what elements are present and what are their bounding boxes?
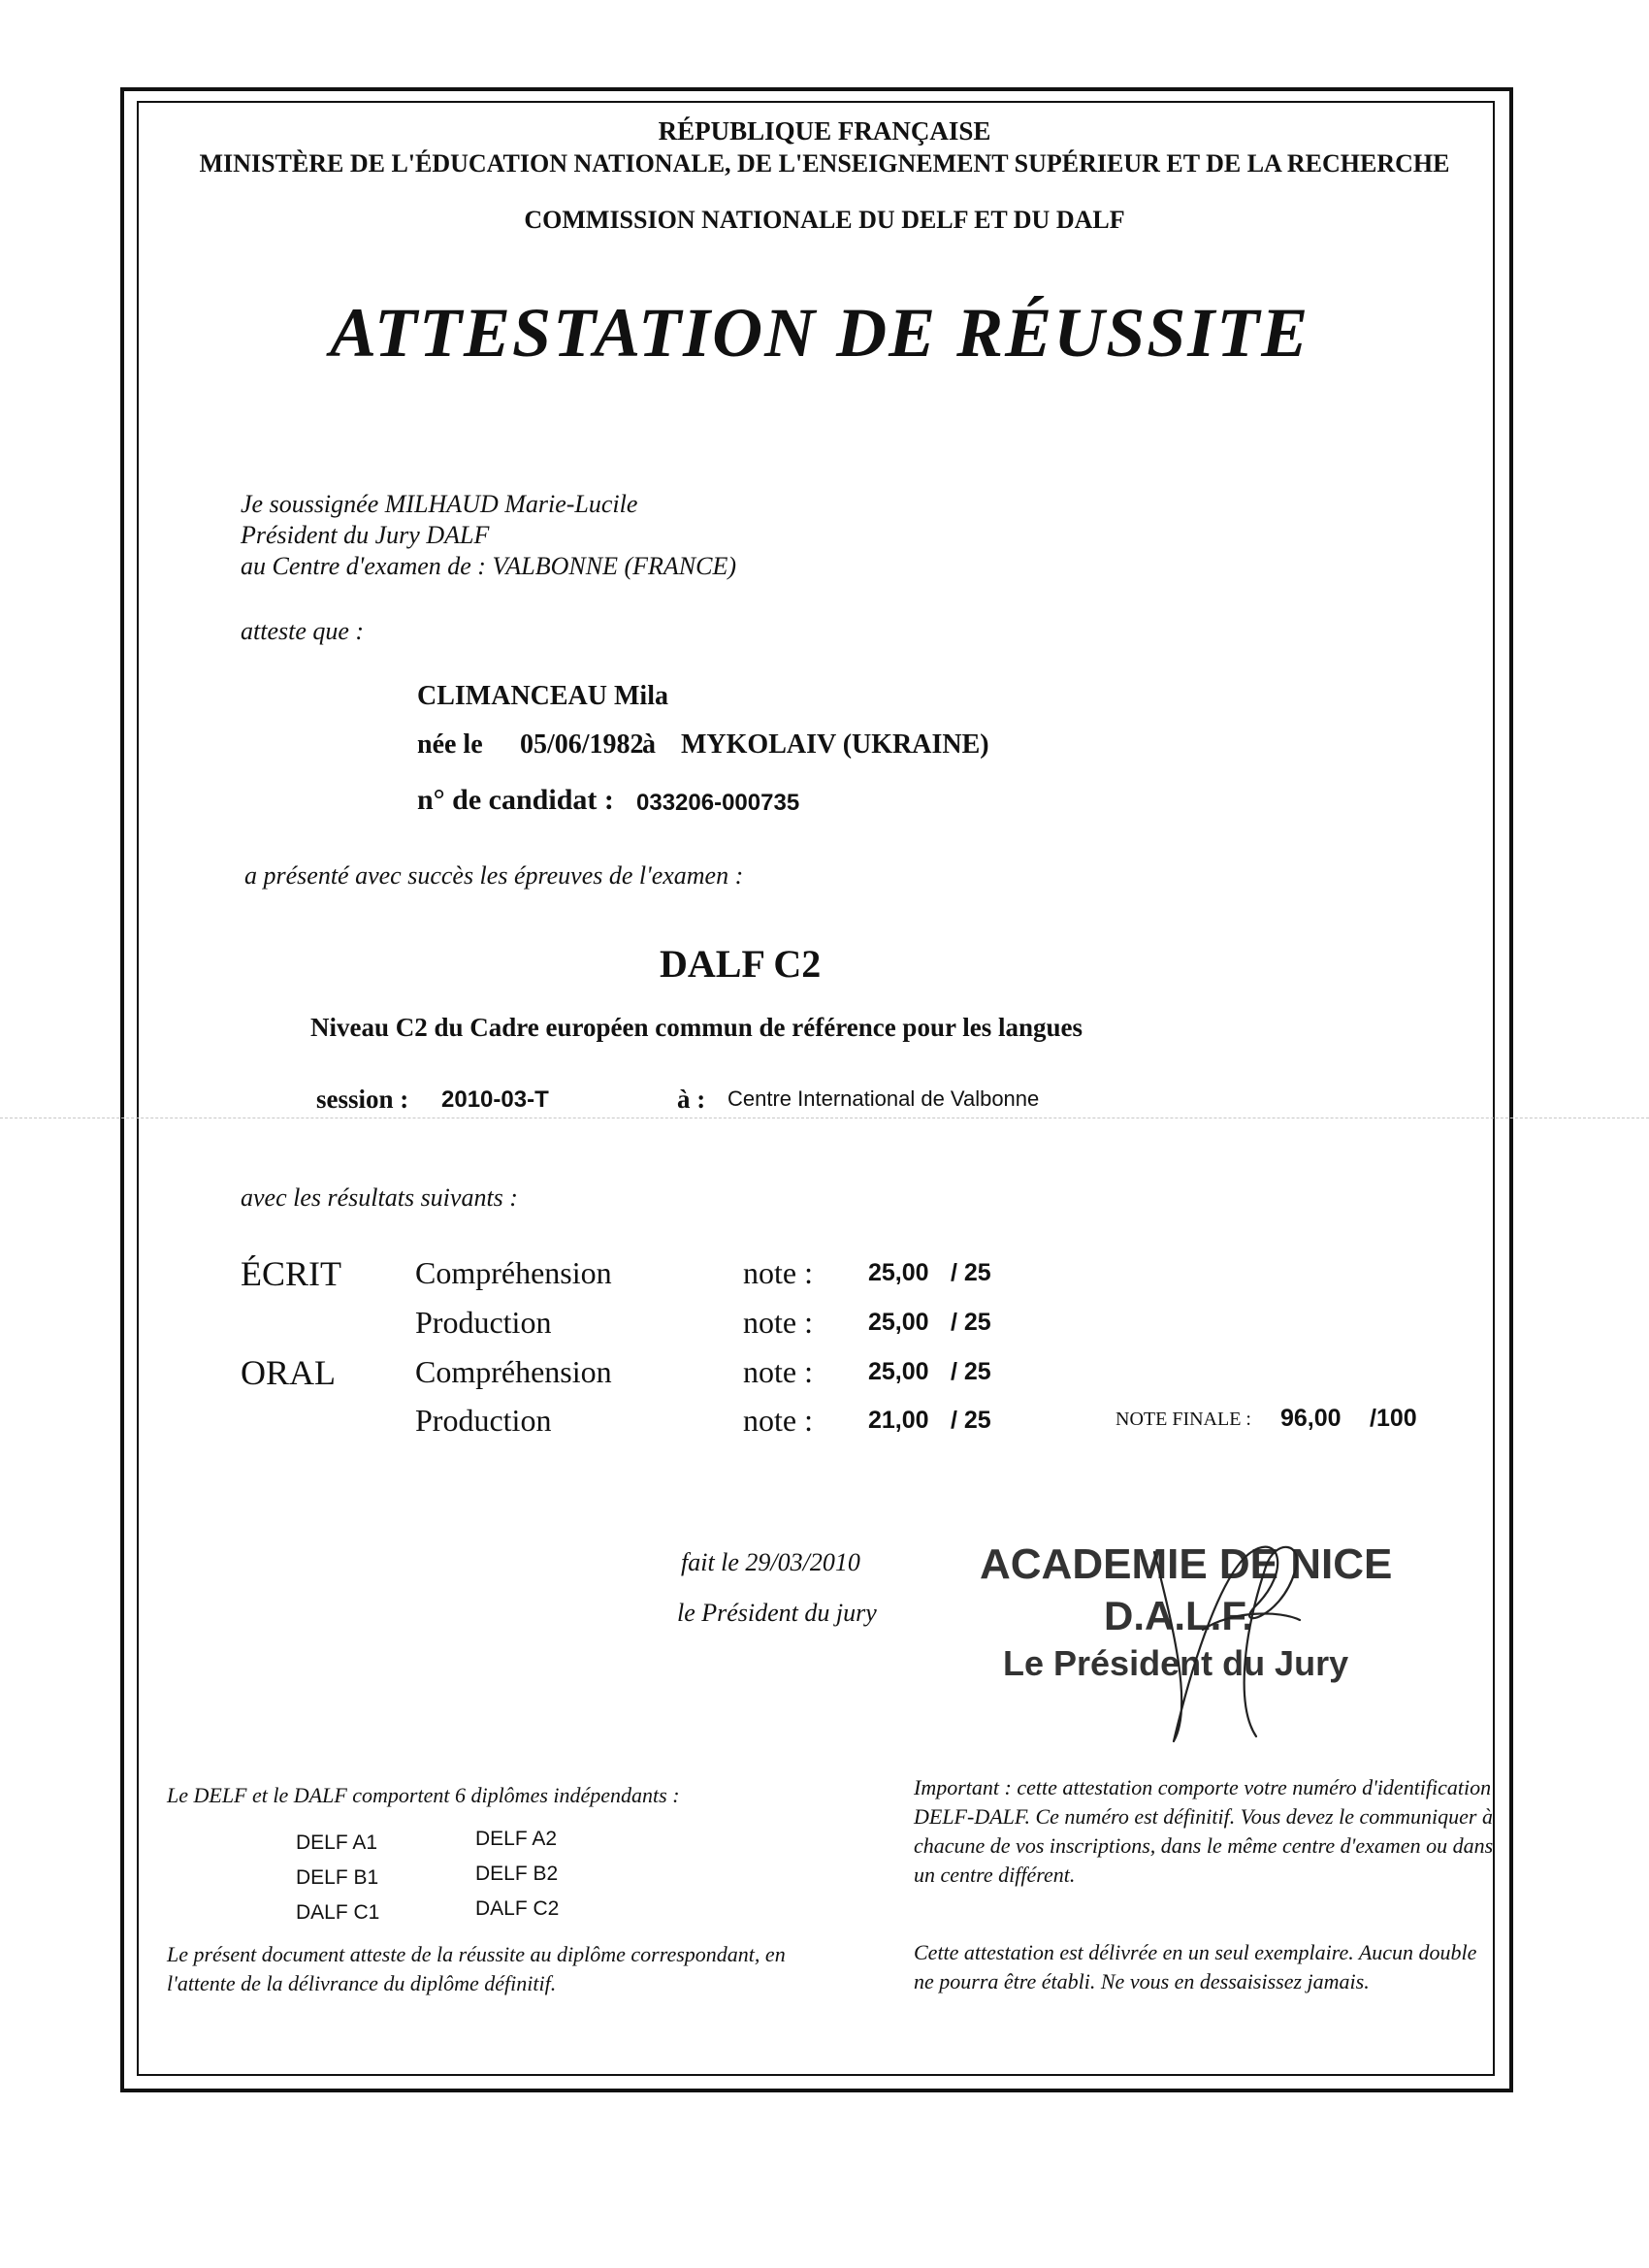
candidate-name: CLIMANCEAU Mila bbox=[417, 681, 668, 711]
document-title: ATTESTATION DE RÉUSSITE bbox=[330, 294, 1310, 372]
birth-at: à bbox=[642, 729, 656, 760]
result-skill: Production bbox=[415, 1403, 552, 1438]
single-copy-note: Cette attestation est délivrée en un seul exemplaire. Aucun double ne pourra être établi. Ne vous en dessaisissez jamais. bbox=[914, 1940, 1477, 1993]
signatory-center: au Centre d'examen de : VALBONNE (FRANCE) bbox=[241, 552, 736, 580]
candidate-number-label: n° de candidat : bbox=[417, 784, 614, 816]
stamp-dalf: D.A.L.F. bbox=[1104, 1593, 1253, 1638]
atteste-que: atteste que : bbox=[241, 617, 365, 645]
exam-center: Centre International de Valbonne bbox=[728, 1086, 1040, 1111]
diploma-item: DELF A1 bbox=[296, 1831, 378, 1854]
final-score: 96,00 bbox=[1280, 1405, 1342, 1432]
exam-name: DALF C2 bbox=[660, 942, 822, 986]
center-at-label: à : bbox=[677, 1085, 706, 1114]
result-skill: Compréhension bbox=[415, 1255, 612, 1290]
section-oral: ORAL bbox=[241, 1353, 336, 1392]
diploma-item: DALF C1 bbox=[296, 1901, 380, 1924]
result-score: 21,00 bbox=[868, 1407, 929, 1434]
signature-date: fait le 29/03/2010 bbox=[681, 1548, 860, 1576]
final-max: /100 bbox=[1370, 1405, 1417, 1432]
diploma-item: DELF A2 bbox=[475, 1828, 558, 1850]
birth-date: 05/06/1982 bbox=[520, 729, 644, 760]
result-note-label: note : bbox=[743, 1255, 813, 1290]
birth-label: née le bbox=[417, 729, 483, 760]
result-score: 25,00 bbox=[868, 1259, 929, 1286]
important-note: Important : cette attestation comporte votre numéro d'identification DELF-DALF. Ce numéro est définitif. Vous devez le communiquer à chacune de vos inscriptions, dans le même centre d'examen ou dans un centre différent. bbox=[914, 1775, 1494, 1887]
header-republic: RÉPUBLIQUE FRANÇAISE bbox=[658, 116, 991, 146]
diploma-item: DALF C2 bbox=[475, 1897, 560, 1920]
exam-level: Niveau C2 du Cadre européen commun de référence pour les langues bbox=[310, 1013, 1083, 1042]
signatory-role: Président du Jury DALF bbox=[241, 521, 490, 549]
diploma-item: DELF B2 bbox=[475, 1863, 559, 1885]
session-label: session : bbox=[316, 1085, 409, 1114]
result-score: 25,00 bbox=[868, 1309, 929, 1336]
result-skill: Compréhension bbox=[415, 1354, 612, 1389]
section-ecrit: ÉCRIT bbox=[241, 1254, 341, 1293]
stamp-president: Le Président du Jury bbox=[1003, 1643, 1349, 1683]
left-footer-note: Le présent document atteste de la réussite au diplôme correspondant, en l'attente de la délivrance du diplôme définitif. bbox=[167, 1942, 786, 1995]
result-skill: Production bbox=[415, 1305, 552, 1340]
result-note-label: note : bbox=[743, 1305, 813, 1340]
result-max: / 25 bbox=[951, 1259, 991, 1286]
diploma-item: DELF B1 bbox=[296, 1866, 379, 1889]
result-max: / 25 bbox=[951, 1358, 991, 1385]
result-score: 25,00 bbox=[868, 1358, 929, 1385]
result-note-label: note : bbox=[743, 1354, 813, 1389]
result-max: / 25 bbox=[951, 1309, 991, 1336]
result-max: / 25 bbox=[951, 1407, 991, 1434]
birth-place: MYKOLAIV (UKRAINE) bbox=[681, 729, 989, 760]
header-ministry: MINISTÈRE DE L'ÉDUCATION NATIONALE, DE L'ENSEIGNEMENT SUPÉRIEUR ET DE LA RECHERCHE bbox=[199, 149, 1450, 178]
result-note-label: note : bbox=[743, 1403, 813, 1438]
final-note-label: NOTE FINALE : bbox=[1116, 1409, 1251, 1430]
signatory-name: Je soussignée MILHAUD Marie-Lucile bbox=[241, 490, 638, 518]
session-value: 2010-03-T bbox=[441, 1086, 549, 1113]
candidate-number: 033206-000735 bbox=[636, 790, 800, 816]
presented-text: a présenté avec succès les épreuves de l'examen : bbox=[244, 861, 744, 890]
header-commission: COMMISSION NATIONALE DU DELF ET DU DALF bbox=[524, 206, 1125, 234]
stamp-academie: ACADEMIE DE NICE bbox=[980, 1540, 1393, 1588]
signature-role: le Président du jury bbox=[677, 1599, 877, 1627]
handwritten-signature bbox=[1048, 1513, 1358, 1746]
results-intro: avec les résultats suivants : bbox=[241, 1183, 518, 1212]
diplomas-intro: Le DELF et le DALF comportent 6 diplômes indépendants : bbox=[167, 1783, 680, 1807]
